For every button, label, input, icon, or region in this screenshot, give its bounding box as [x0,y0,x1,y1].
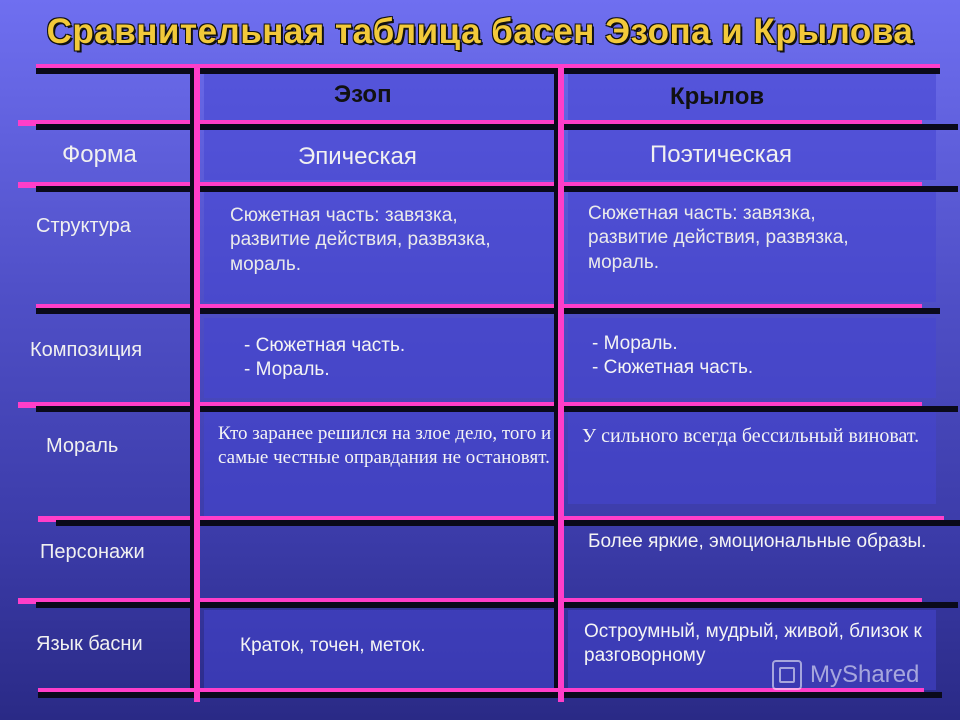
cell-composition-krylov: - Мораль. - Сюжетная часть. [592,333,754,379]
cell-structure-aesop: Сюжетная часть: завязка, развитие действия, развязка, мораль. [230,205,491,275]
column-header-aesop: Эзоп [334,81,392,108]
cell-form-aesop: Эпическая [298,143,417,170]
row-label-structure: Структура [36,215,131,237]
cell-language-aesop: Краток, точен, меток. [240,635,426,656]
cell-form-krylov: Поэтическая [650,141,792,168]
cell-composition-aesop: - Сюжетная часть. - Мораль. [244,335,406,381]
slide-title: Сравнительная таблица басен Эзопа и Крылова [46,12,914,51]
column-header-krylov: Крылов [670,83,765,110]
watermark-text: MyShared [810,661,920,688]
watermark-logo-icon [772,660,802,690]
row-label-composition: Композиция [30,339,143,361]
cell-characters-krylov: Более яркие, эмоциональные образы. [588,531,927,552]
row-label-form: Форма [62,141,137,168]
cell-moral-krylov: У сильного всегда бессильный виноват. [582,425,920,447]
cell-structure-krylov: Сюжетная часть: завязка, развитие действия, развязка, мораль. [588,203,849,273]
row-label-characters: Персонажи [40,541,145,563]
cell-language-krylov: Остроумный, мудрый, живой, близок к разговорному [584,621,922,667]
row-label-moral: Мораль [46,435,119,457]
cell-moral-aesop: Кто заранее решился на злое дело, того и самые честные оправдания не остановят. [218,423,552,469]
watermark [772,660,952,694]
row-label-language: Язык басни [36,633,143,655]
